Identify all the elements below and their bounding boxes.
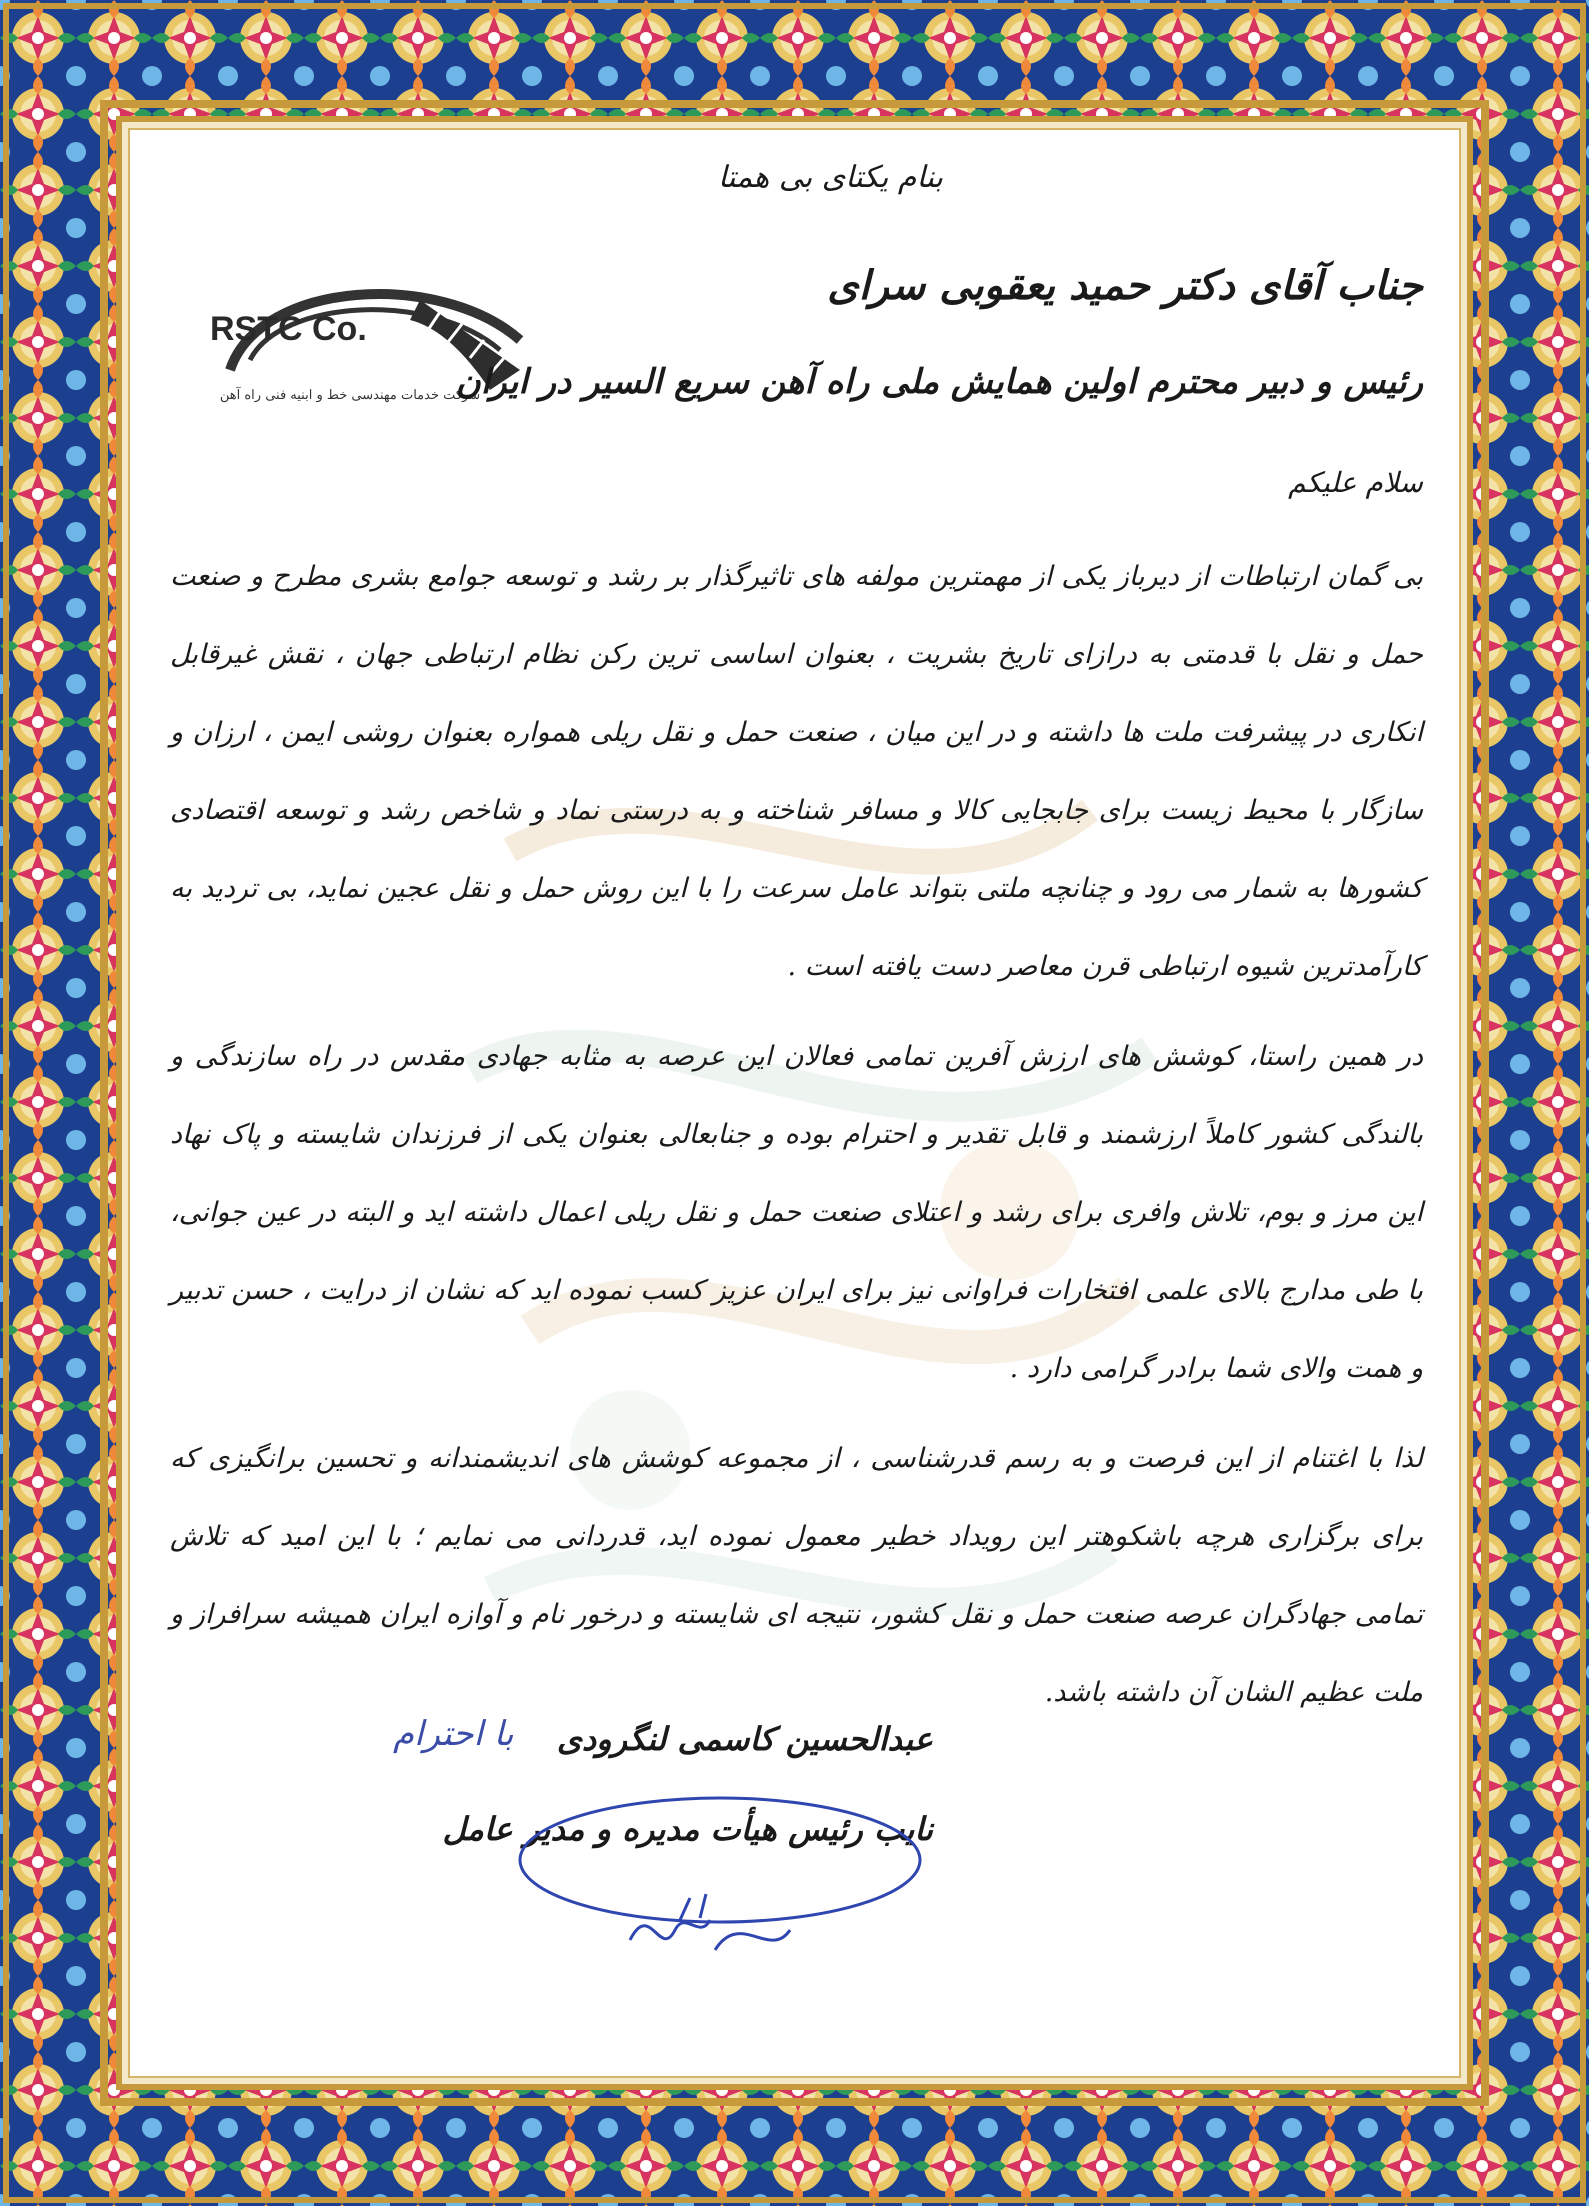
signer-name: عبدالحسین کاسمی لنگرودی [556, 1720, 933, 1758]
signer-role: نایب رئیس هیأت مدیره و مدیر عامل [442, 1810, 933, 1848]
closing-handwritten: با احترام [393, 1714, 514, 1754]
recipient-title: رئیس و دبیر محترم اولین همایش ملی راه آهن سریع السیر در ایران [455, 362, 1423, 402]
letter-paper [128, 128, 1461, 2078]
greeting: سلام علیکم [1288, 466, 1423, 499]
letter-content [130, 130, 1461, 2078]
logo-subtitle: شرکت خدمات مهندسی خط و ابنیه فنی راه آهن [219, 388, 481, 403]
paragraph-1: بی گمان ارتباطات از دیرباز یکی از مهمترین مولفه های تاثیرگذار بر رشد و توسعه جوامع بشری مطرح و صنعت حمل و نقل با قدمتی به درازای تاریخ بشریت ، بعنوان اساسی ترین رکن نظام ارتباطی جهان ، نقش غیرقابل انکاری در پیشرفت ملت ها داشته و در این میان ، صنعت حمل و نقل ریلی همواره بعنوان روشی ایمن ، ارزان و سازگار با محیط زیست برای جابجایی کالا و مسافر شناخته و به درستی نماد و شاخص رشد و توسعه اقتصادی کشورها به شمار می رود و چنانچه ملتی بتواند عامل سرعت را با این روش حمل و نقل عجین نماید، بی تردید به کارآمدترین شیوه ارتباطی قرن معاصر دست یافته است . [170, 561, 1423, 982]
logo-name: RSTC Co. [210, 310, 367, 348]
bismillah-heading: بنام یکتای بی همتا [717, 160, 943, 195]
paragraph-2: در همین راستا، کوشش های ارزش آفرین تمامی فعالان این عرصه به مثابه جهادی مقدس در راه سازندگی و بالندگی کشور کاملاً ارزشمند و قابل تقدیر و احترام بوده و جنابعالی بعنوان یکی از فرزندان شایسته و پاک نهاد این مرز و بوم، تلاش وافری برای رشد و اعتلای صنعت حمل و نقل ریلی اعمال داشته اید و البته در عین جوانی، با طی مدارج بالای علمی افتخارات فراوانی نیز برای ایران عزیز کسب نموده اید که نشان از درایت ، حسن تدبیر و همت والای شما برادر گرامی دارد . [170, 1041, 1423, 1384]
letter-body [170, 538, 1423, 1732]
handwritten-signature [510, 1790, 930, 2000]
paragraph-3: لذا با اغتنام از این فرصت و به رسم قدرشناسی ، از مجموعه کوشش های اندیشمندانه و تحسین برانگیزی که برای برگزاری هرچه باشکوهتر این رویداد خطیر معمول نموده اید، قدردانی می نمایم ؛ با این امید که تلاش تمامی جهادگران عرصه صنعت حمل و نقل کشور، نتیجه ای شایسته و درخور نام و آوازه ایران همیشه سرافراز و ملت عظیم الشان آن داشته باشد. [170, 1443, 1423, 1708]
recipient-name: جناب آقای دکتر حمید یعقوبی سرای [827, 262, 1423, 309]
